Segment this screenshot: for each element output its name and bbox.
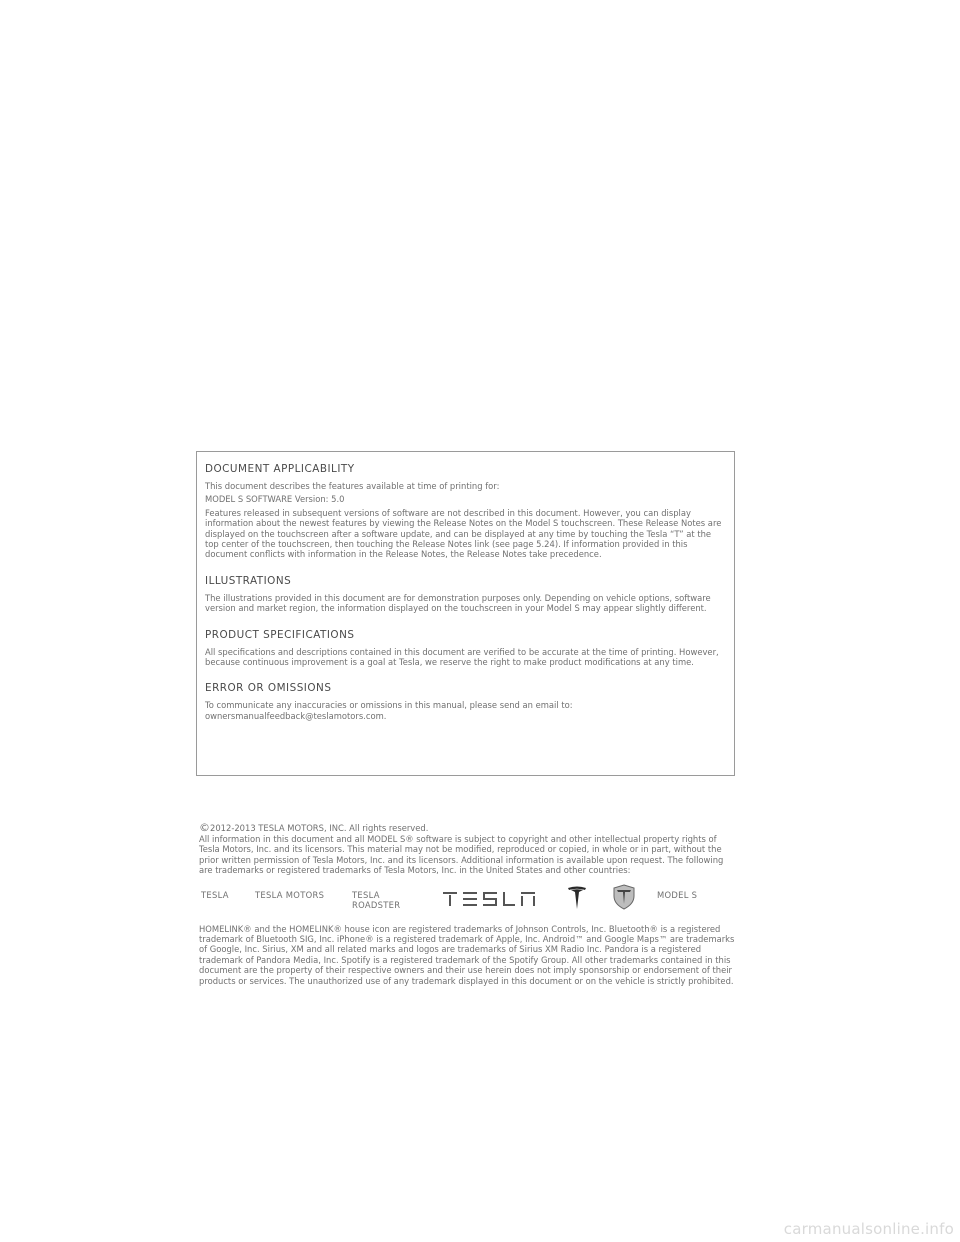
trademark-tesla-motors: TESLA MOTORS bbox=[255, 889, 325, 900]
paragraph: The illustrations provided in this document are for demonstration purposes only. Depending on vehicle options, software version and market region, the information displayed on the touchscreen in your Model S may appear slightly different. bbox=[205, 592, 711, 614]
tesla-wordmark-icon bbox=[443, 892, 535, 906]
paragraph: MODEL S SOFTWARE Version: 5.0 bbox=[205, 494, 345, 505]
copyright-symbol: © bbox=[199, 821, 210, 834]
errors-text: To communicate any inaccuracies or omissions in this manual, please send an email to: bbox=[205, 700, 573, 711]
section-title-illustrations: ILLUSTRATIONS bbox=[205, 574, 292, 587]
watermark-text: carmanualsonline.info bbox=[783, 1220, 954, 1238]
copyright-line bbox=[199, 822, 735, 834]
trademark-roadster-line1: TESLA bbox=[352, 889, 380, 900]
trademark-roadster-line2: ROADSTER bbox=[352, 900, 401, 911]
section-title-errors: ERROR OR OMISSIONS bbox=[205, 682, 332, 695]
section-specifications bbox=[205, 628, 727, 668]
info-box bbox=[196, 451, 735, 776]
paragraph: All specifications and descriptions contained in this document are verified to be accurate at the time of printing. However, because continuous improvement is a goal at Tesla, we reserve the right to make product modifications at any time. bbox=[205, 646, 719, 668]
trademark-row bbox=[199, 882, 735, 918]
paragraph: Features released in subsequent versions of software are not described in this document. However, you can display information about the newest features by viewing the Release Notes on the Model S touchscreen. These Release Notes are displayed on the touchscreen after a software update, and can be displayed at any time by touching the Tesla “T” at the top center of the touchscreen, then touching the Release Notes link (see page 5.24). If information provided in this document conflicts with information in the Release Notes, the Release Notes take precedence. bbox=[205, 507, 722, 560]
third-party-trademarks-paragraph: HOMELINK® and the HOMELINK® house icon are registered trademarks of Johnson Controls, Inc. Bluetooth® is a registered trademark of Bluetooth SIG, Inc. iPhone® is a registered trademark of Apple, Inc. Android™ and Google Maps™ are trademarks of Google, Inc. Sirius, XM and all related marks and logos are trademarks of Sirius XM Radio Inc. Pandora is a registered trademark of Pandora Media, Inc. Spotify is a registered trademark of the Spotify Group. All other trademarks contained in this document are the property of their respective owners and their use herein does not imply sponsorship or endorsement of their products or services. The unauthorized use of any trademark displayed in this document or on the vehicle is strictly prohibited. bbox=[199, 923, 735, 986]
copyright-block bbox=[199, 822, 735, 989]
trademark-tesla-roadster bbox=[352, 890, 400, 911]
copyright-paragraph: All information in this document and all MODEL S® software is subject to copyright and other intellectual property rights of Tesla Motors, Inc. and its licensors. This material may not be modified, reproduced or copied, in whole or in part, without the prior written permission of Tesla Motors, Inc. and its licensors. Additional information is available upon request. The following are trademarks or registered trademarks of Tesla Motors, Inc. in the United States and other countries: bbox=[199, 834, 724, 876]
trademark-tesla: TESLA bbox=[201, 889, 229, 900]
copyright-text: 2012-2013 TESLA MOTORS, INC. All rights reserved. bbox=[210, 823, 429, 833]
section-errors bbox=[205, 681, 727, 721]
tesla-t-logo-icon bbox=[567, 886, 587, 910]
section-illustrations bbox=[205, 574, 727, 614]
trademark-model-s: MODEL S bbox=[657, 889, 698, 900]
feedback-email: ownersmanualfeedback@teslamotors.com. bbox=[205, 710, 387, 721]
section-title-specifications: PRODUCT SPECIFICATIONS bbox=[205, 628, 355, 641]
tesla-shield-logo-icon bbox=[613, 884, 635, 910]
paragraph: This document describes the features available at time of printing for: bbox=[205, 481, 500, 491]
paragraph bbox=[205, 700, 727, 721]
section-applicability bbox=[205, 462, 727, 560]
section-title-applicability: DOCUMENT APPLICABILITY bbox=[205, 463, 355, 475]
